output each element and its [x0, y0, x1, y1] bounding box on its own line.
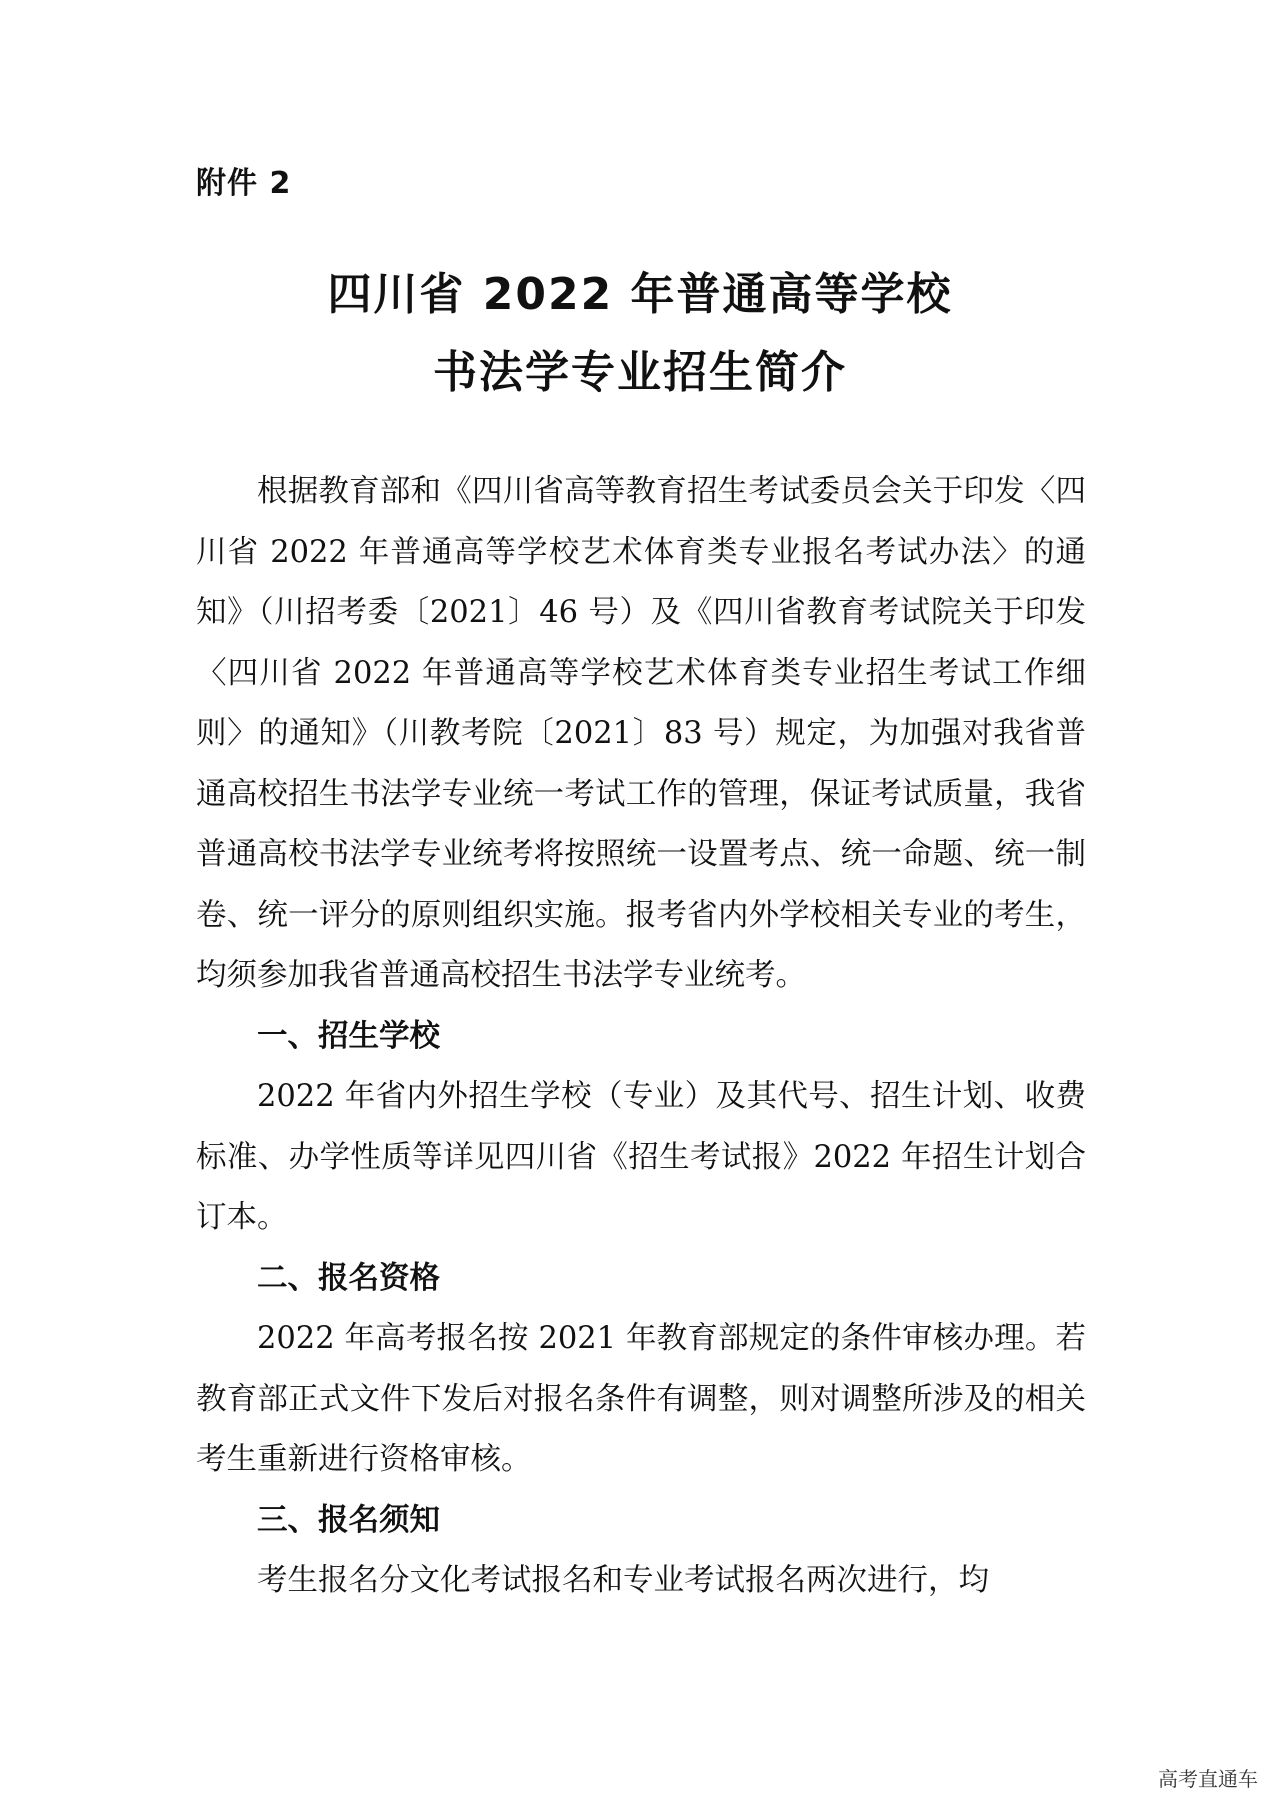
section-heading-notice: 三、报名须知	[257, 1502, 440, 1538]
watermark: 高考直通车	[1158, 1767, 1258, 1791]
attachment-label: 附件 2	[196, 166, 292, 201]
section-heading-schools: 一、招生学校	[257, 1018, 440, 1054]
document-body	[196, 462, 1086, 1612]
section-text-notice: 考生报名分文化考试报名和专业考试报名两次进行，均	[257, 1563, 989, 1598]
document-title-line-1: 四川省 2022 年普通高等学校	[327, 269, 953, 320]
section-heading-eligibility: 二、报名资格	[257, 1260, 440, 1296]
section-text-schools: 2022 年省内外招生学校（专业）及其代号、招生计划、收费标准、办学性质等详见四川省《招生考试报》2022 年招生计划合订本。	[196, 1079, 1086, 1235]
intro-paragraph: 根据教育部和《四川省高等教育招生考试委员会关于印发〈四川省 2022 年普通高等学校艺术体育类专业报名考试办法〉的通知》（川招考委〔2021〕46 号）及《四川省教育考试院关于印发〈四川省 2022 年普通高等学校艺术体育类专业招生考试工作细则〉的通知》（川教考院〔2021〕83 号）规定，为加强对我省普通高校招生书法学专业统一考试工作的管理，保证考试质量，我省普通高校书法学专业统考将按照统一设置考点、统一命题、统一制卷、统一评分的原则组织实施。报考省内外学校相关专业的考生，均须参加我省普通高校招生书法学专业统考。	[196, 474, 1086, 993]
document-title-line-2: 书法学专业招生简介	[433, 347, 847, 398]
section-text-eligibility: 2022 年高考报名按 2021 年教育部规定的条件审核办理。若教育部正式文件下发后对报名条件有调整，则对调整所涉及的相关考生重新进行资格审核。	[196, 1321, 1086, 1477]
